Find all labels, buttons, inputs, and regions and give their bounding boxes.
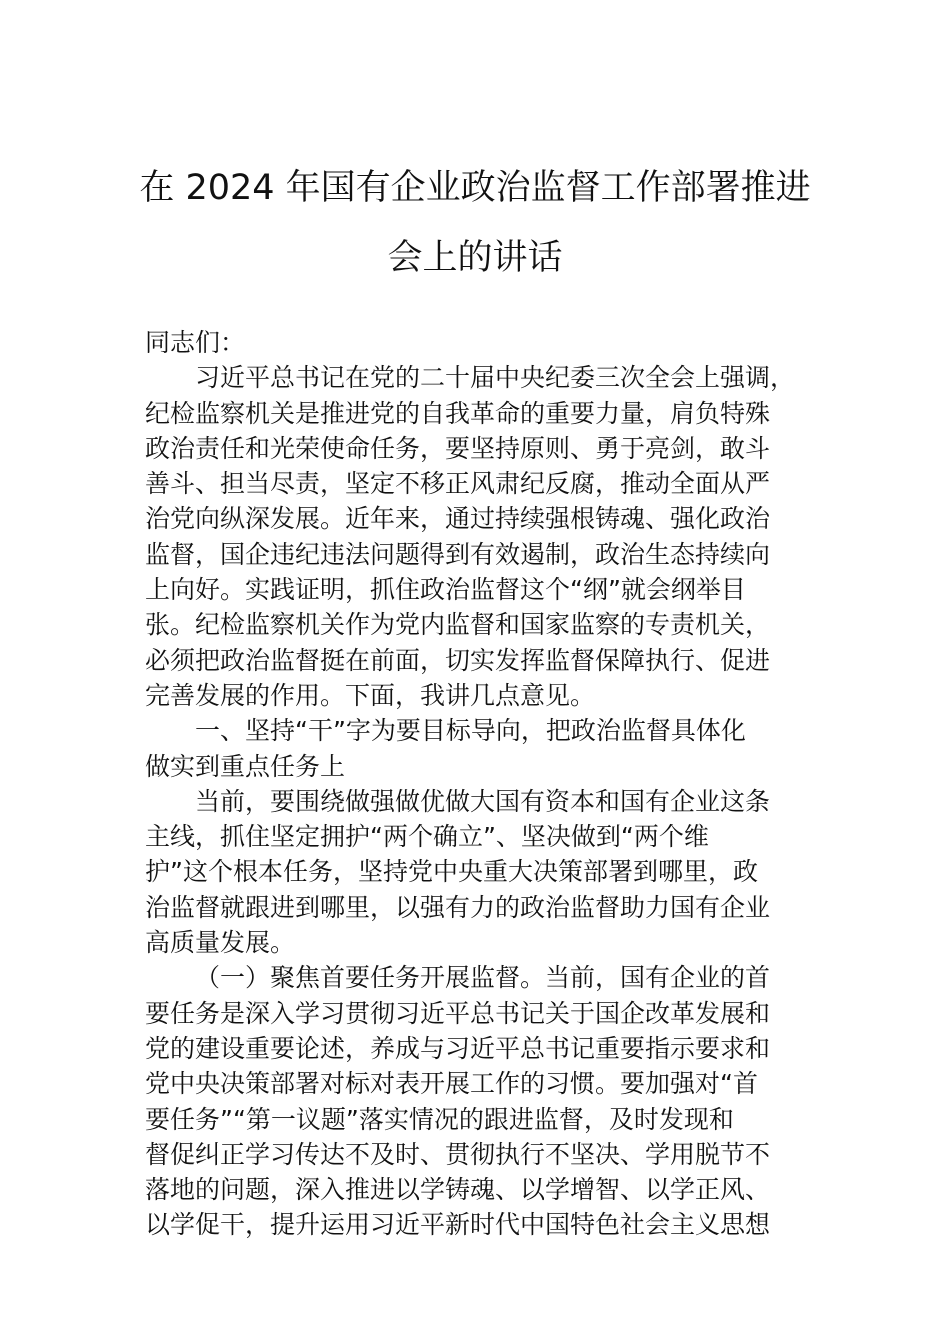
- paragraph-line: 党的建设重要论述，养成与习近平总书记重要指示要求和: [145, 1033, 771, 1063]
- paragraph-line: 上向好。实践证明，抓住政治监督这个“纲”就会纲举目: [145, 575, 746, 605]
- body-text: [145, 325, 815, 1243]
- title-line-1: 在 2024 年国有企业政治监督工作部署推进: [139, 168, 811, 208]
- paragraph-line: 治党向纵深发展。近年来，通过持续强根铸魂、强化政治: [145, 504, 771, 534]
- paragraph-line: 要任务”“第一议题”落实情况的跟进监督，及时发现和: [145, 1104, 734, 1134]
- paragraph-line: 监督，国企违纪违法问题得到有效遏制，政治生态持续向: [145, 539, 771, 569]
- paragraph-line: 督促纠正学习传达不及时、贯彻执行不坚决、学用脱节不: [145, 1139, 771, 1169]
- paragraph-line: 护”这个根本任务，坚持党中央重大决策部署到哪里，政: [145, 857, 758, 887]
- paragraph-line: 主线，抓住坚定拥护“两个确立”、坚决做到“两个维: [145, 822, 709, 852]
- paragraph-line: 政治责任和光荣使命任务，要坚持原则、勇于亮剑，敢斗: [145, 433, 771, 463]
- paragraph-line: 纪检监察机关是推进党的自我革命的重要力量，肩负特殊: [145, 398, 771, 428]
- section-heading-line: 做实到重点任务上: [145, 751, 346, 781]
- paragraph-line: 要任务是深入学习贯彻习近平总书记关于国企改革发展和: [145, 998, 771, 1028]
- paragraph-line: 完善发展的作用。下面，我讲几点意见。: [145, 680, 596, 710]
- paragraph-line: （一）聚焦首要任务开展监督。当前，国有企业的首: [195, 963, 771, 993]
- paragraph-line: 党中央决策部署对标对表开展工作的习惯。要加强对“首: [145, 1069, 758, 1099]
- paragraph-line: 张。纪检监察机关作为党内监督和国家监察的专责机关，: [145, 610, 771, 640]
- paragraph-line: 当前，要围绕做强做优做大国有资本和国有企业这条: [195, 786, 771, 816]
- paragraph-line: 治监督就跟进到哪里，以强有力的政治监督助力国有企业: [145, 892, 771, 922]
- paragraph-line: 落地的问题，深入推进以学铸魂、以学增智、以学正风、: [145, 1175, 771, 1205]
- section-heading-line: 一、坚持“干”字为要目标导向，把政治监督具体化: [195, 716, 746, 746]
- paragraph-line: 以学促干，提升运用习近平新时代中国特色社会主义思想: [145, 1210, 771, 1240]
- paragraph-line: 必须把政治监督挺在前面，切实发挥监督保障执行、促进: [145, 645, 771, 675]
- paragraph-line: 善斗、担当尽责，坚定不移正风肃纪反腐，推动全面从严: [145, 469, 771, 499]
- paragraph-line: 习近平总书记在党的二十届中央纪委三次全会上强调，: [195, 363, 796, 393]
- paragraph-line: 高质量发展。: [145, 928, 296, 958]
- salutation: 同志们：: [145, 328, 246, 357]
- title-line-2: 会上的讲话: [387, 238, 563, 278]
